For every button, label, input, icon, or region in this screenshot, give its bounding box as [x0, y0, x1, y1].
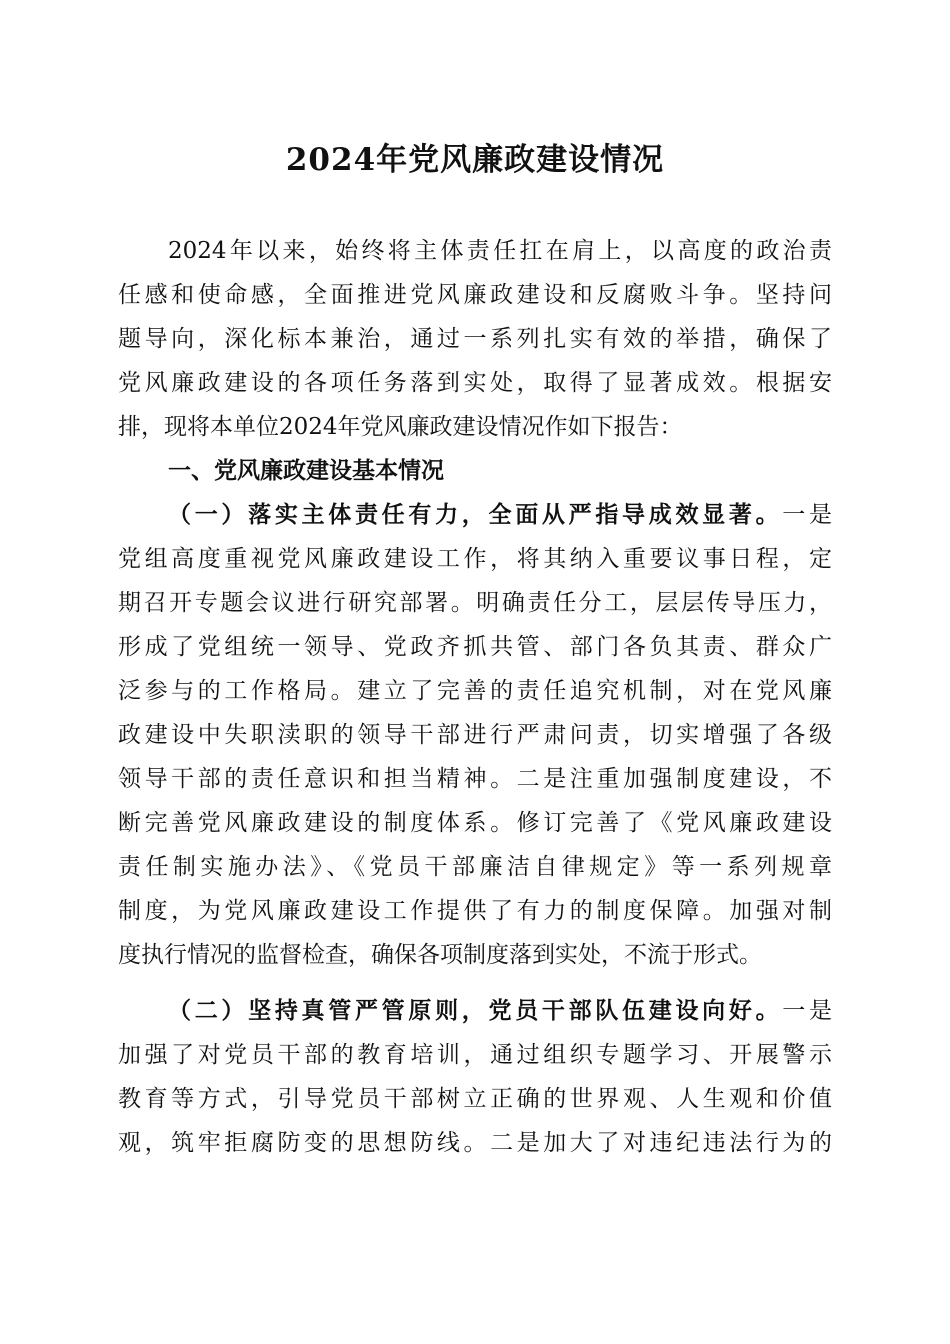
intro-line: 题导向，深化标本兼治，通过一系列扎实有效的举措，确保了 [118, 326, 832, 352]
body-line: 责任制实施办法》、《党员干部廉洁自律规定》等一系列规章 [118, 854, 832, 880]
subsection-heading: （一）落实主体责任有力，全面从严指导成效显著。 [168, 502, 783, 528]
document-title: 2024年党风廉政建设情况 [285, 142, 665, 178]
section-heading: 一、党风廉政建设基本情况 [168, 458, 444, 484]
body-line: 度执行情况的监督检查，确保各项制度落到实处，不流于形式。 [118, 942, 762, 968]
body-line: 加强了对党员干部的教育培训，通过组织专题学习、开展警示 [118, 1042, 832, 1068]
body-line: 形成了党组统一领导、党政齐抓共管、部门各负其责、群众广 [118, 634, 832, 660]
subsection-lead-text: 一是 [782, 502, 832, 528]
body-line: 断完善党风廉政建设的制度体系。修订完善了《党风廉政建设 [118, 810, 832, 836]
body-line: 党组高度重视党风廉政建设工作，将其纳入重要议事日程，定 [118, 546, 832, 572]
subsection-lead-text: 一是 [782, 998, 832, 1024]
body-line: 制度，为党风廉政建设工作提供了有力的制度保障。加强对制 [118, 898, 832, 924]
intro-line: 2024年以来，始终将主体责任扛在肩上，以高度的政治责 [168, 238, 832, 264]
subsection-first-line [168, 495, 832, 535]
intro-line: 排，现将本单位2024年党风廉政建设情况作如下报告： [118, 414, 683, 440]
body-line: 教育等方式，引导党员干部树立正确的世界观、人生观和价值 [118, 1086, 832, 1112]
body-line: 观，筑牢拒腐防变的思想防线。二是加大了对违纪违法行为的 [118, 1130, 832, 1156]
intro-line: 党风廉政建设的各项任务落到实处，取得了显著成效。根据安 [118, 370, 832, 396]
subsection-heading: （二）坚持真管严管原则，党员干部队伍建设向好。 [168, 998, 783, 1024]
body-line: 领导干部的责任意识和担当精神。二是注重加强制度建设，不 [118, 766, 832, 792]
body-line: 期召开专题会议进行研究部署。明确责任分工，层层传导压力， [118, 590, 832, 616]
subsection-first-line [168, 991, 832, 1031]
body-line: 政建设中失职渎职的领导干部进行严肃问责，切实增强了各级 [118, 722, 832, 748]
intro-line: 任感和使命感，全面推进党风廉政建设和反腐败斗争。坚持问 [118, 282, 832, 308]
body-line: 泛参与的工作格局。建立了完善的责任追究机制，对在党风廉 [118, 678, 832, 704]
